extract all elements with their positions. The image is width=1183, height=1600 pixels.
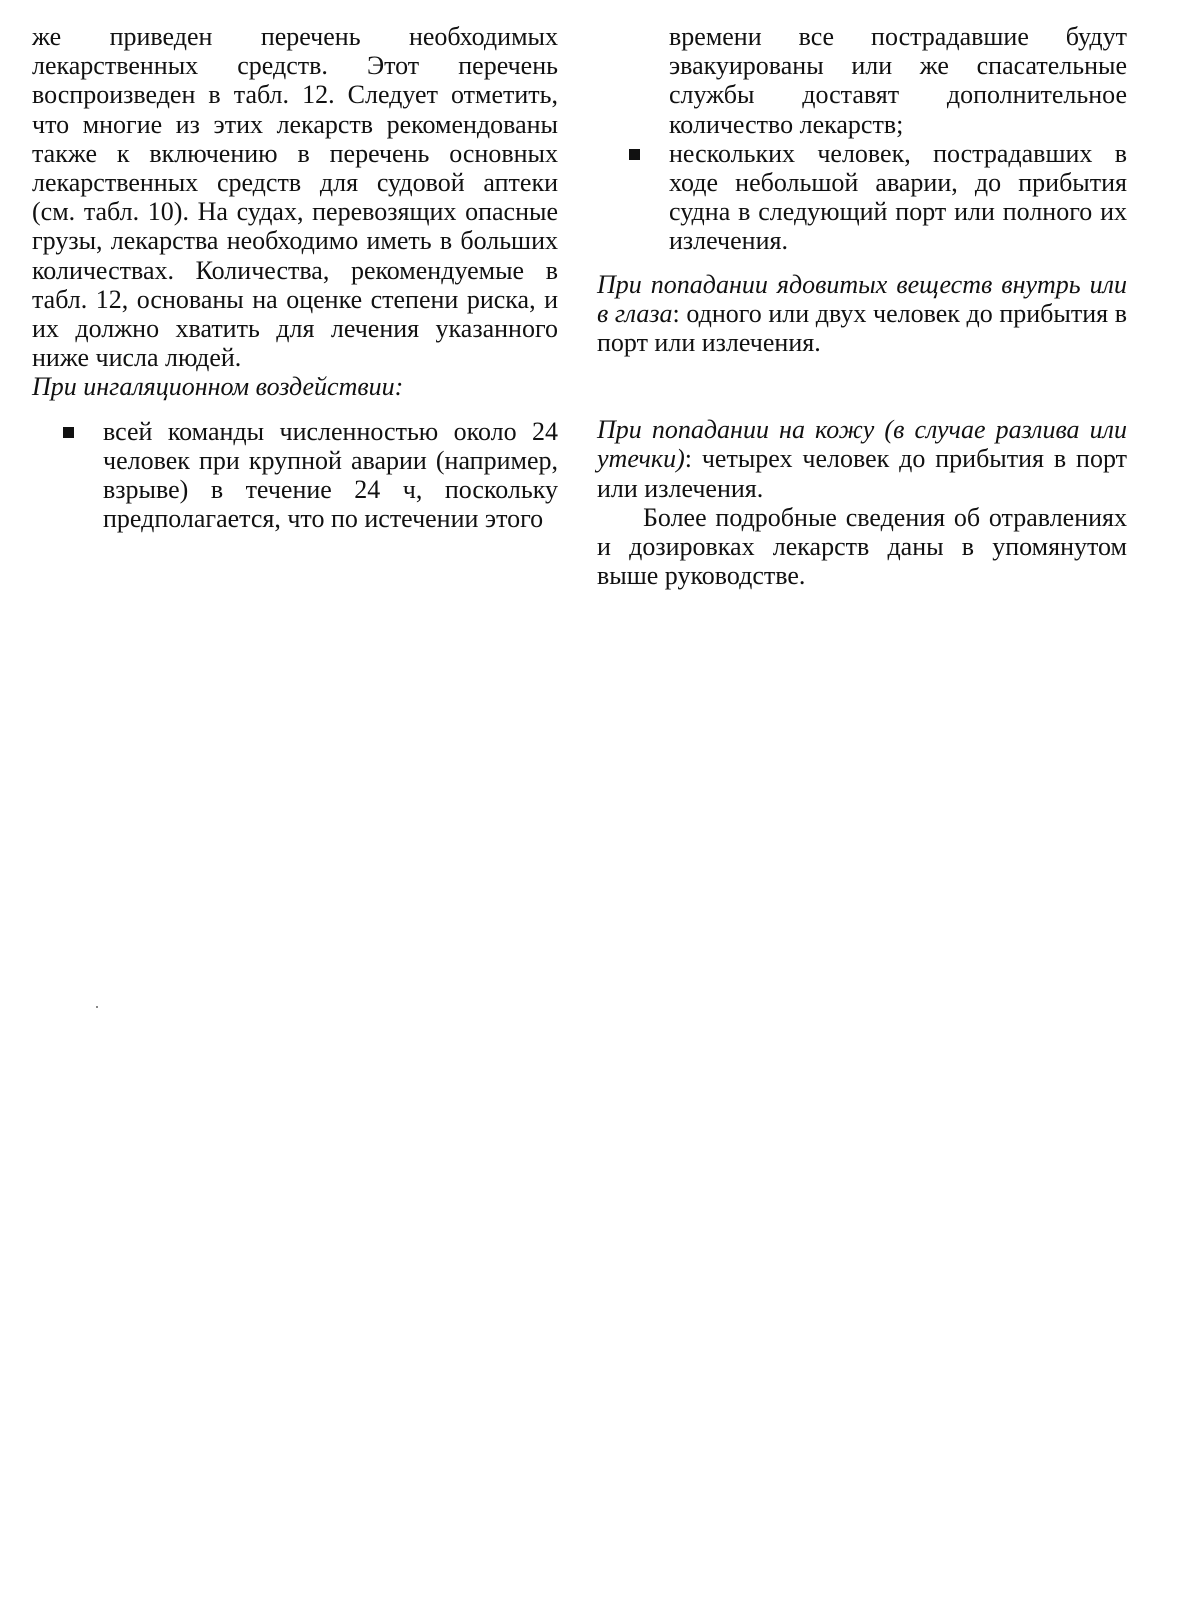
square-bullet-icon [629, 149, 640, 160]
ingestion-text: : одного или двух человек до прибытия в порт или излечения. [597, 298, 1127, 358]
list-item-text: всей команды численностью около 24 человек при крупной аварии (например, взрыве) в течение 24 ч, поскольку предполагается, что по истечении этого [103, 416, 558, 534]
right-column [597, 22, 1127, 590]
list-item-text: времени все пострадавшие будут эвакуированы или же спасательные службы доставят дополнительное количество лекарств; [669, 22, 1127, 139]
skin-text: : четырех человек до прибытия в порт или излечения. [597, 444, 1127, 503]
scan-speck [96, 1006, 98, 1008]
ingestion-paragraph [597, 270, 1127, 358]
intro-paragraph: же приведен перечень необходимых лекарственных средств. Этот перечень воспроизведен в табл. 12. Следует отметить, что многие из этих лекарств рекомендованы также к включению в перечень основных лекарственных средств для судовой аптеки (см. табл. 10). На судах, перевозящих опасные грузы, лекарства необходимо иметь в больших количествах. Количества, рекомендуемые в табл. 12, основаны на оценке степени риска, и их должно хватить для лечения указанного ниже числа людей. [32, 22, 558, 373]
list-item-text: нескольких человек, пострадавших в ходе небольшой аварии, до прибытия судна в следующий порт или полного их излечения. [669, 138, 1127, 256]
skin-lead: При попадании на кожу (в случае разлива или утечки) [597, 415, 1127, 474]
inhalation-list-continued [669, 22, 1127, 256]
inhalation-heading: При ингаляционном воздействии: [32, 372, 404, 402]
inhalation-list [103, 417, 558, 534]
skin-paragraph [597, 415, 1127, 503]
list-item [669, 139, 1127, 256]
square-bullet-icon [63, 427, 74, 438]
left-column [32, 22, 558, 533]
closing-paragraph: Более подробные сведения об отравлениях и дозировках лекарств даны в упомянутом выше руководстве. [597, 502, 1127, 591]
list-item-continuation [669, 22, 1127, 139]
ingestion-lead: При попадании ядовитых веществ внутрь или в глаза [597, 269, 1127, 328]
list-item [103, 417, 558, 534]
